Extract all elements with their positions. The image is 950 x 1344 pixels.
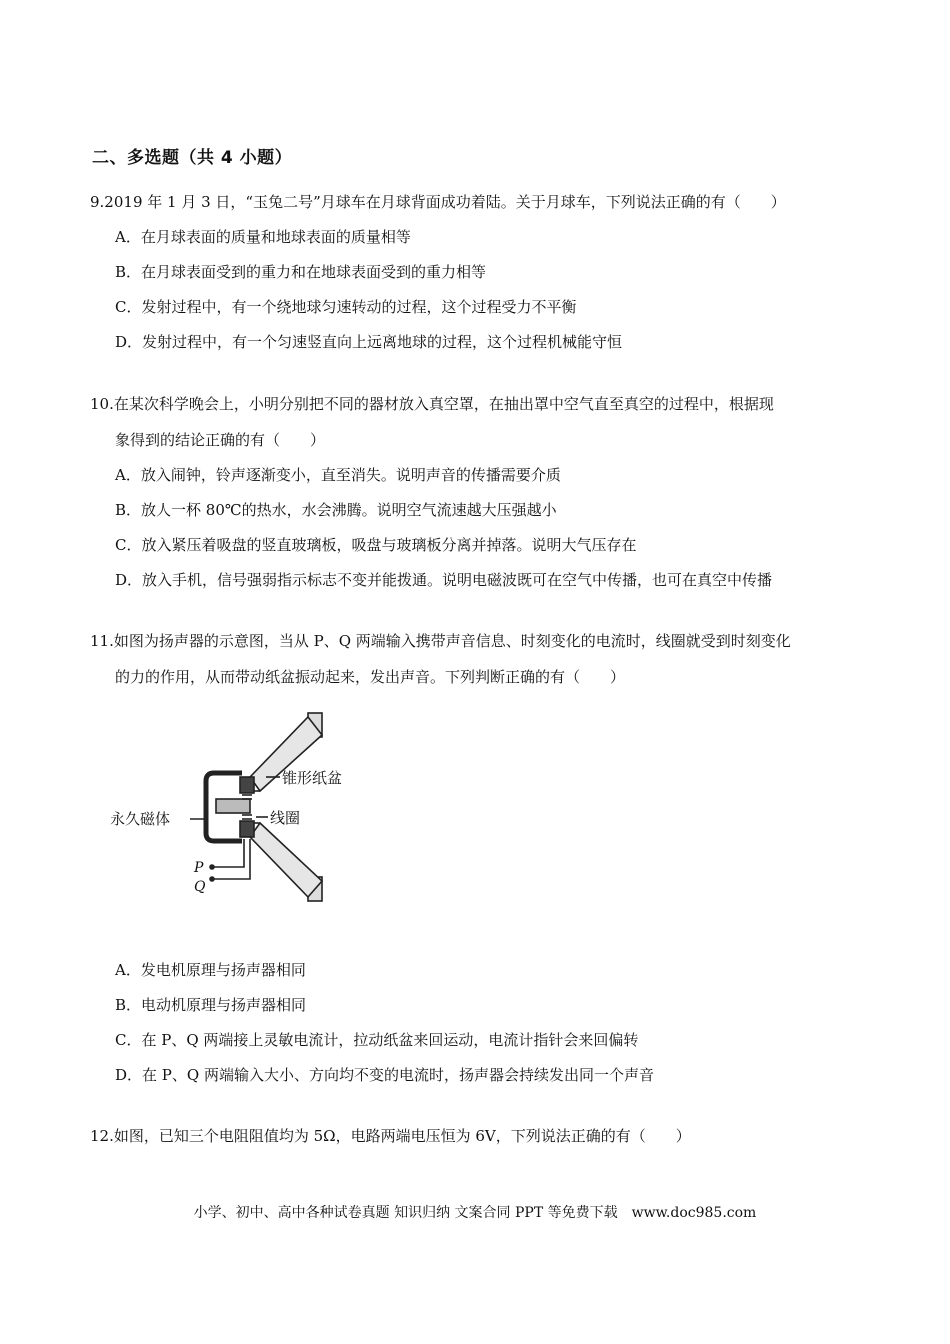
question-10: [90, 386, 870, 598]
option-d: D．发射过程中，有一个匀速竖直向上远离地球的过程，这个过程机械能守恒: [115, 333, 623, 351]
option-a: A．发电机原理与扬声器相同: [115, 961, 306, 979]
question-stem-continued: 象得到的结论正确的有（ ）: [115, 431, 326, 449]
option-c: C．在 P、Q 两端接上灵敏电流计，拉动纸盆来回运动，电流计指针会来回偏转: [115, 1031, 639, 1049]
cone-lower: [250, 823, 322, 897]
question-9: [90, 184, 870, 360]
question-stem: 12.如图，已知三个电阻阻值均为 5Ω，电路两端电压恒为 6V，下列说法正确的有（ ）: [90, 1127, 691, 1145]
section-title: 二、多选题（共 4 小题）: [92, 148, 293, 168]
magnet-core: [216, 799, 250, 813]
question-stem-continued: 的力的作用，从而带动纸盆振动起来，发出声音。下列判断正确的有（ ）: [115, 668, 626, 686]
loudspeaker-svg: [110, 705, 380, 930]
coil-top: [240, 777, 254, 793]
coil-label: 线圈: [270, 809, 301, 827]
cone-label: 锥形纸盆: [282, 769, 343, 787]
option-a: A．在月球表面的质量和地球表面的质量相等: [115, 228, 411, 246]
q-label: Q: [194, 879, 206, 895]
question-12: [90, 1118, 870, 1154]
p-label: P: [194, 860, 204, 876]
option-a: A．放入闹钟，铃声逐渐变小，直至消失。说明声音的传播需要介质: [115, 466, 561, 484]
option-d: D．放入手机，信号强弱指示标志不变并能拨通。说明电磁波既可在空气中传播，也可在真空中传播: [115, 571, 773, 589]
loudspeaker-diagram: [110, 705, 380, 930]
option-b: B．在月球表面受到的重力和在地球表面受到的重力相等: [115, 263, 487, 281]
option-c: C．发射过程中，有一个绕地球匀速转动的过程，这个过程受力不平衡: [115, 298, 577, 316]
question-stem: 11.如图为扬声器的示意图，当从 P、Q 两端输入携带声音信息、时刻变化的电流时，线圈就受到时刻变化: [90, 632, 791, 650]
question-stem: 10.在某次科学晚会上，小明分别把不同的器材放入真空罩，在抽出罩中空气直至真空的过程中，根据现: [90, 395, 774, 413]
option-b: B．放人一杯 80℃的热水，水会沸腾。说明空气流速越大压强越小: [115, 501, 557, 519]
coil-bottom: [240, 821, 254, 837]
option-c: C．放入紧压着吸盘的竖直玻璃板，吸盘与玻璃板分离并掉落。说明大气压存在: [115, 536, 637, 554]
magnet-label: 永久磁体: [110, 810, 171, 828]
page-footer: 小学、初中、高中各种试卷真题 知识归纳 文案合同 PPT 等免费下载 www.doc985.com: [193, 1205, 757, 1221]
question-11-options: [90, 953, 870, 1093]
option-b: B．电动机原理与扬声器相同: [115, 996, 307, 1014]
question-11: [90, 623, 870, 695]
question-stem: 9.2019 年 1 月 3 日，“玉兔二号”月球车在月球背面成功着陆。关于月球车，下列说法正确的有（ ）: [90, 193, 786, 211]
option-d: D．在 P、Q 两端输入大小、方向均不变的电流时，扬声器会持续发出同一个声音: [115, 1066, 654, 1084]
